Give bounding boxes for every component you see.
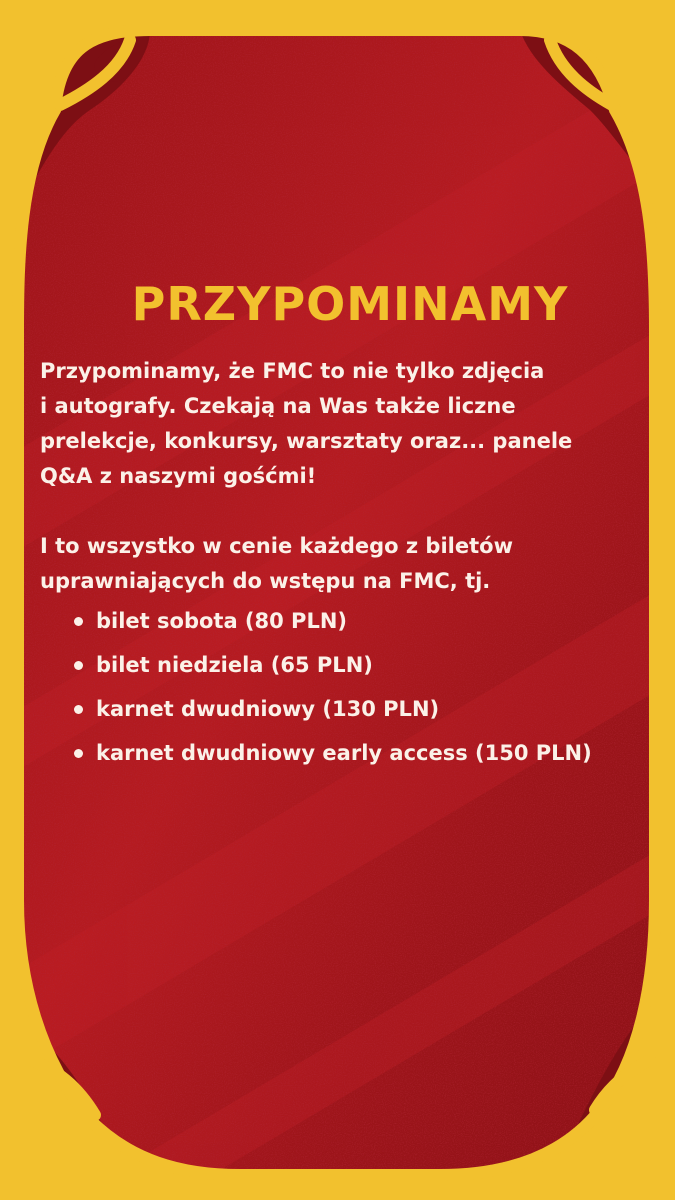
ticket-label: bilet niedziela (65 PLN) bbox=[96, 653, 373, 677]
ticket-label: karnet dwudniowy early access (150 PLN) bbox=[96, 741, 592, 765]
headline: PRZYPOMINAMY bbox=[131, 277, 569, 331]
intro-line: prelekcje, konkursy, warsztaty oraz... panele bbox=[40, 429, 573, 453]
tickets-intro-line: uprawniających do wstępu na FMC, tj. bbox=[40, 569, 491, 593]
ticket-list bbox=[40, 599, 660, 775]
bullet-icon bbox=[74, 749, 83, 758]
tickets-paragraph bbox=[40, 529, 660, 599]
ticket-label: bilet sobota (80 PLN) bbox=[96, 609, 348, 633]
bullet-icon bbox=[74, 617, 83, 626]
ticket-item bbox=[74, 643, 660, 687]
intro-paragraph bbox=[40, 354, 660, 494]
bullet-icon bbox=[74, 661, 83, 670]
bullet-icon bbox=[74, 705, 83, 714]
ticket-item bbox=[74, 687, 660, 731]
intro-line: Q&A z naszymi gośćmi! bbox=[40, 464, 317, 488]
content-area bbox=[40, 276, 660, 775]
ticket-label: karnet dwudniowy (130 PLN) bbox=[96, 697, 440, 721]
tickets-intro-line: I to wszystko w cenie każdego z biletów bbox=[40, 534, 513, 558]
ticket-item bbox=[74, 731, 660, 775]
ticket-item bbox=[74, 599, 660, 643]
intro-line: Przypominamy, że FMC to nie tylko zdjęcia bbox=[40, 359, 545, 383]
intro-line: i autografy. Czekają na Was także liczne bbox=[40, 394, 516, 418]
